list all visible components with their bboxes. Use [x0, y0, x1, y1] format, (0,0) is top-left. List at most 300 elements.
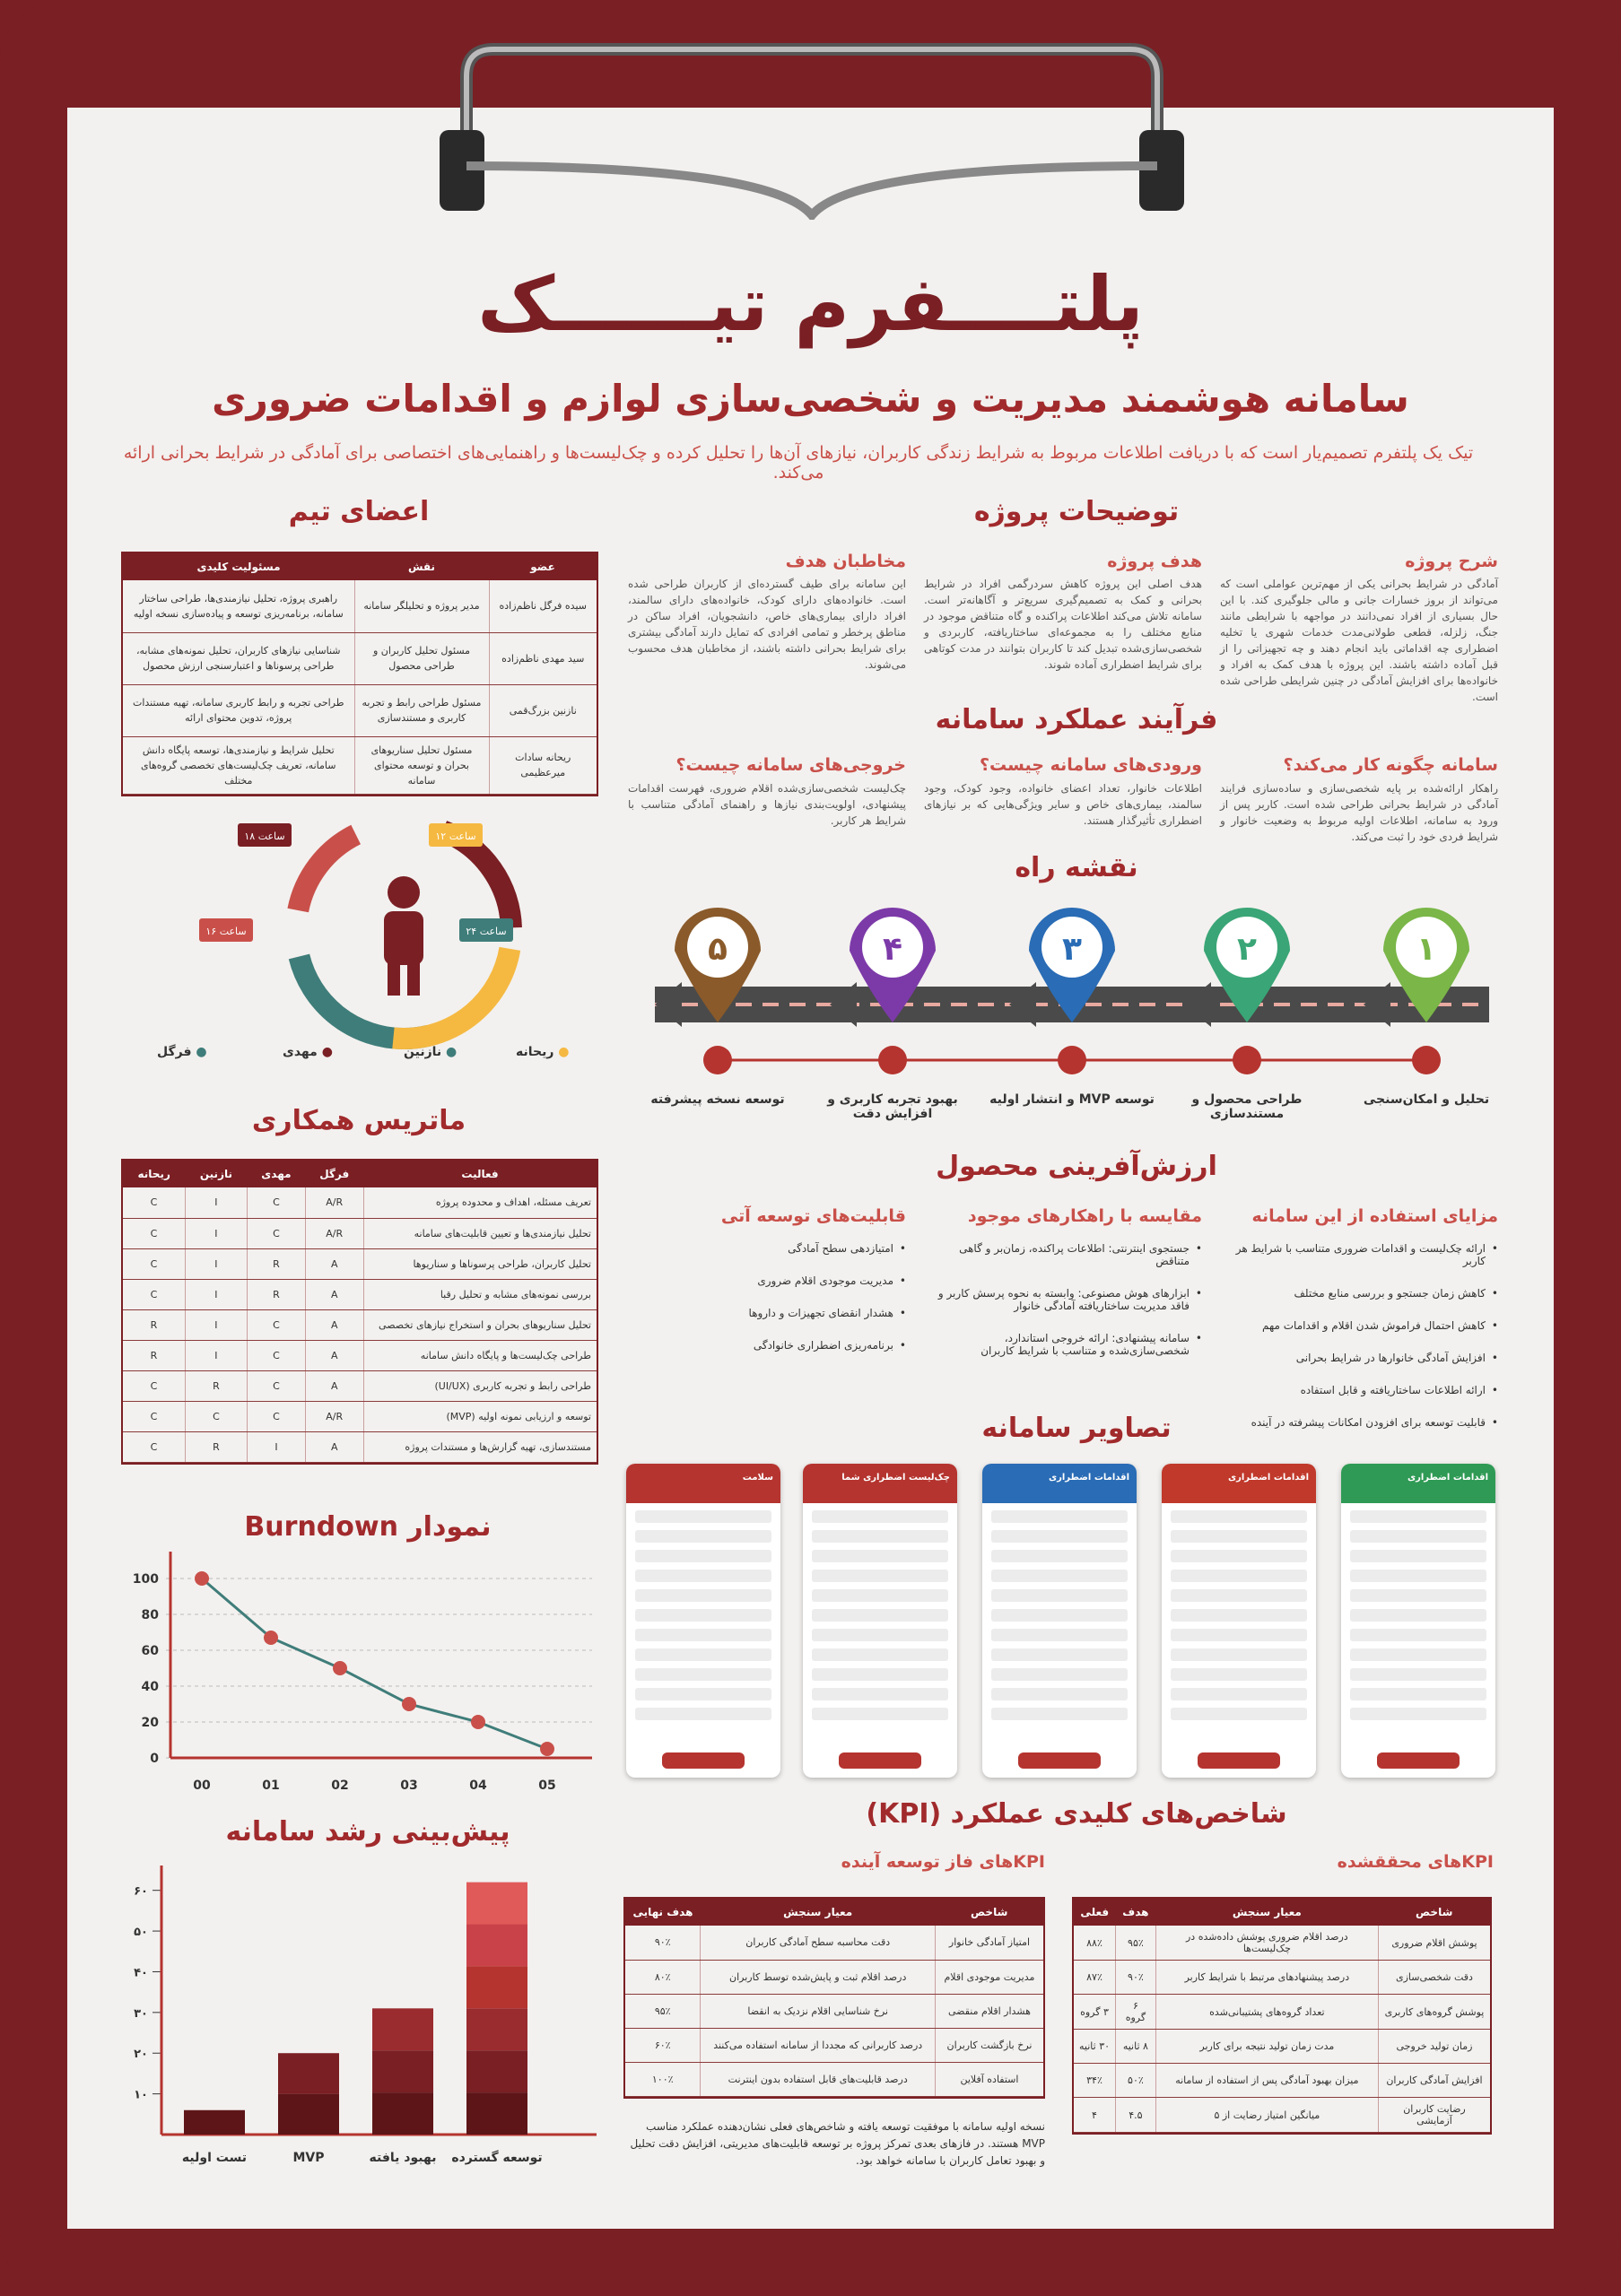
growth-category-label: MVP [292, 2151, 325, 2165]
kpi-cell: درصد اقلام ثبت و پایش‌شده توسط کاربران [701, 1960, 936, 1994]
value-list-item: • ارائه اطلاعات ساختاریافته و قابل استفاده [1229, 1384, 1498, 1396]
app-screenshot-row [635, 1609, 771, 1622]
kpi-cell: ۸۸٪ [1074, 1926, 1116, 1961]
app-screenshot-row [1350, 1708, 1486, 1720]
app-screenshot-row [991, 1688, 1128, 1700]
team-col-member: عضو [489, 553, 597, 580]
process-input-title: ورودی‌های سامانه چیست؟ [980, 755, 1202, 775]
kpi-row [1074, 2064, 1490, 2098]
value-list-item: • سامانه پیشنهادی: ارائه خروجی استاندارد، شخصی‌سازی‌شده و متناسب با شرایط کاربران [924, 1332, 1202, 1357]
burndown-title: نمودار Burndown [244, 1511, 492, 1543]
raci-matrix-table [121, 1159, 598, 1465]
growth-bar [372, 2050, 433, 2092]
matrix-cell: A [305, 1340, 363, 1370]
app-screenshot-row [1171, 1589, 1307, 1602]
roadmap-timeline-dot [878, 1046, 907, 1074]
person-icon [384, 876, 423, 996]
growth-bar [466, 2008, 527, 2050]
matrix-cell: A [305, 1370, 363, 1401]
matrix-cell: C [247, 1370, 305, 1401]
team-cell: سید مهدی ناظم‌زاده [489, 632, 597, 684]
team-table [121, 552, 598, 796]
matrix-col-header: مهدی [247, 1161, 305, 1187]
growth-ytick: ۶۰ [134, 1884, 148, 1899]
app-screenshot-row [635, 1668, 771, 1681]
growth-bar [372, 2092, 433, 2135]
kpi-cell: میزان بهبود آمادگی پس از استفاده از سامانه [1155, 2064, 1378, 2098]
team-cell: ریحانه سادات میرعظیمی [489, 736, 597, 794]
kpi-cell: دقت شخصی‌سازی [1378, 1961, 1490, 1995]
value-list-item: • امتیازدهی سطح آمادگی [628, 1242, 906, 1255]
app-screenshot-row [635, 1530, 771, 1543]
growth-bar [466, 1925, 527, 1967]
app-screenshot [1341, 1464, 1495, 1778]
team-cell: سیده فرگل ناظم‌زاده [489, 580, 597, 632]
app-screenshot-header: چک‌لیست اضطراری شما [803, 1464, 957, 1503]
kpi-cell: درصد قابلیت‌های قابل استفاده بدون اینترنت [701, 2062, 936, 2096]
team-cell: طراحی تجربه و رابط کاربری سامانه، تهیه مستندات پروژه، تدوین محتوای ارائه [123, 684, 354, 736]
process-output-text: چک‌لیست شخصی‌سازی‌شده اقلام ضروری، فهرست اقدامات پیشنهادی، اولویت‌بندی نیازها و راهنمای آمادگی متناسب با شرایط هر کاربر. [628, 782, 906, 827]
team-row [123, 632, 597, 684]
matrix-row [123, 1431, 597, 1462]
matrix-cell: A/R [305, 1218, 363, 1248]
intro-text: تیک یک پلتفرم تصمیم‌یار است که با دریافت اطلاعات مربوط به شرایط زندگی کاربران، نیازهای آن‌ها را تحلیل کرده و چک‌لیست‌ها و راهنمایی‌های اختصاصی برای آمادگی در شرایط بحرانی ارائه می‌کند. [123, 443, 1474, 483]
growth-bar [466, 1966, 527, 2008]
roadmap-timeline-dot [1412, 1046, 1441, 1074]
matrix-cell: C [247, 1309, 305, 1340]
matrix-cell: I [185, 1309, 247, 1340]
app-screenshot-row [635, 1510, 771, 1523]
project-goal-title: هدف پروژه [1107, 552, 1202, 571]
kpi-col-header: هدف نهایی [625, 1899, 701, 1926]
kpi-cell: ۸۰٪ [625, 1960, 701, 1994]
process-output-title: خروجی‌های سامانه چیست؟ [675, 755, 906, 775]
kpi-cell: ۱۰۰٪ [625, 2062, 701, 2096]
app-screenshot-row [812, 1550, 948, 1562]
roadmap-graphic [628, 897, 1507, 1112]
kpi-future-title: KPIهای فاز توسعه آینده [841, 1852, 1045, 1872]
team-cell: مسئول طراحی رابط و تجربه کاربری و مستندسازی [354, 684, 489, 736]
app-screenshot [626, 1464, 780, 1778]
team-cell: مدیر پروژه و تحلیلگر سامانه [354, 580, 489, 632]
app-screenshot-button [1018, 1752, 1101, 1769]
app-screenshot-row [1350, 1688, 1486, 1700]
kpi-row [1074, 1961, 1490, 1995]
app-screenshot-row [812, 1570, 948, 1582]
matrix-cell: R [123, 1309, 185, 1340]
value-list-item: • جستجوی اینترنتی: اطلاعات پراکنده، زمان‌بر و گاهی متناقض [924, 1242, 1202, 1267]
growth-bar [278, 2094, 339, 2135]
app-screenshot-row [812, 1510, 948, 1523]
matrix-row [123, 1340, 597, 1370]
kpi-cell: ۹۰٪ [625, 1926, 701, 1960]
app-screenshot-row [635, 1570, 771, 1582]
growth-chart [121, 1857, 606, 2188]
matrix-cell: C [123, 1218, 185, 1248]
roadmap-timeline-dot [1233, 1046, 1261, 1074]
app-screenshot-row [1350, 1570, 1486, 1582]
project-goal-text: هدف اصلی این پروژه کاهش سردرگمی افراد در شرایط بحرانی و کمک به تصمیم‌گیری سریع‌تر و آگاهانه‌تر است. سامانه تلاش می‌کند اطلاعات پراکنده و گاه متناقض موجود در منابع مختلف را به مجموعه‌ای ساختاریافته، کاربردی و شخصی‌سازی‌شده تبدیل کند تا کاربران بتوانند در مدت کوتاهی برای شرایط اضطراری آماده شوند. [924, 578, 1202, 671]
app-screenshot-row [812, 1708, 948, 1720]
burndown-point [333, 1661, 347, 1675]
burndown-ytick: 0 [150, 1752, 159, 1766]
matrix-row [123, 1279, 597, 1309]
matrix-cell: C [123, 1248, 185, 1279]
kpi-row [1074, 1926, 1490, 1961]
page-title: پلتــــفرم تیــــــک [477, 260, 1144, 348]
team-cell: شناسایی نیازهای کاربران، تحلیل نمونه‌های مشابه، طراحی پرسونا‌ها و اعتبارسنجی ارزش محصول [123, 632, 354, 684]
burndown-line [202, 1578, 547, 1749]
kpi-col-header: معیار سنجش [1155, 1899, 1378, 1926]
value-list-item: • هشدار انقضای تجهیزات و داروها [628, 1307, 906, 1319]
growth-ytick: ۱۰ [134, 2088, 148, 2102]
process-title: فرآیند عملکرد سامانه [935, 704, 1218, 735]
roadmap-step-number: ۲ [1237, 931, 1257, 968]
kpi-cell: نرخ بازگشت کاربران [935, 2028, 1043, 2062]
value-list-item: • برنامه‌ریزی اضطراری خانوادگی [628, 1339, 906, 1352]
burndown-ytick: 40 [141, 1680, 159, 1694]
kpi-cell: ۵۰٪ [1116, 2064, 1156, 2098]
app-screenshot-row [1171, 1609, 1307, 1622]
app-screenshot-row [635, 1648, 771, 1661]
app-screenshot-button [1198, 1752, 1280, 1769]
matrix-cell: C [185, 1401, 247, 1431]
kpi-cell: درصد اقلام ضروری پوشش داده‌شده در چک‌لیست‌ها [1155, 1926, 1378, 1961]
svg-text:۱۸ ساعت: ۱۸ ساعت [244, 831, 285, 842]
team-cell: مسئول تحلیل کاربران و طراحی محصول [354, 632, 489, 684]
burndown-point [195, 1571, 209, 1586]
kpi-cell: امتیاز آمادگی خانوار [935, 1926, 1043, 1960]
burndown-point [264, 1631, 278, 1645]
value-compare-list [924, 1242, 1202, 1377]
app-screenshot-row [635, 1589, 771, 1602]
kpi-row [1074, 2098, 1490, 2133]
kpi-row [625, 2028, 1043, 2062]
growth-bar [466, 2050, 527, 2092]
team-col-role: نقش [354, 553, 489, 580]
kpi-achieved-table [1072, 1897, 1492, 2135]
legend-fargol: ● فرگل [157, 1045, 207, 1059]
kpi-achieved-title: KPIهای محققشده [1337, 1852, 1494, 1872]
app-screenshot-row [1171, 1629, 1307, 1641]
kpi-cell: ۴ [1074, 2098, 1116, 2133]
matrix-cell: I [185, 1340, 247, 1370]
matrix-cell: A/R [305, 1187, 363, 1218]
svg-text:۲۴ ساعت: ۲۴ ساعت [466, 926, 507, 937]
burndown-point [402, 1697, 416, 1711]
matrix-cell: C [247, 1218, 305, 1248]
svg-text:۱۶ ساعت: ۱۶ ساعت [205, 926, 247, 937]
matrix-row [123, 1370, 597, 1401]
app-screenshot-row [812, 1688, 948, 1700]
matrix-col-header: فرگل [305, 1161, 363, 1187]
app-screenshot-row [635, 1688, 771, 1700]
app-screenshot-row [1350, 1550, 1486, 1562]
roadmap-step-number: ۵ [708, 931, 728, 968]
value-list-item: • کاهش زمان جستجو و بررسی منابع مختلف [1229, 1287, 1498, 1300]
kpi-cell: دقت محاسبه سطح آمادگی کاربران [701, 1926, 936, 1960]
matrix-cell: C [247, 1340, 305, 1370]
matrix-title: ماتریس همکاری [251, 1105, 466, 1136]
project-desc-title: شرح پروژه [1405, 552, 1498, 571]
matrix-col-header: ریحانه [123, 1161, 185, 1187]
kpi-row [625, 1994, 1043, 2028]
matrix-cell: I [185, 1187, 247, 1218]
matrix-cell: C [247, 1401, 305, 1431]
burndown-xtick: 03 [400, 1779, 418, 1793]
growth-bar [372, 2008, 433, 2050]
clipboard-clip-icon [431, 40, 1193, 220]
burndown-ytick: 80 [141, 1608, 159, 1622]
app-screenshot-row [1350, 1589, 1486, 1602]
roadmap-step-label: طراحی محصول و مستندسازی [1191, 1092, 1303, 1121]
matrix-cell: R [185, 1431, 247, 1462]
growth-ytick: ۲۰ [134, 2048, 148, 2062]
kpi-col-header: معیار سنجش [701, 1899, 936, 1926]
burndown-ytick: 60 [141, 1644, 159, 1658]
kpi-col-header: فعلی [1074, 1899, 1116, 1926]
app-screenshot-row [1350, 1648, 1486, 1661]
project-title: توضیحات پروژه [973, 496, 1180, 527]
growth-bar [466, 1883, 527, 1925]
app-screenshot-row [991, 1530, 1128, 1543]
kpi-title: شاخص‌های کلیدی عملکرد (KPI) [866, 1798, 1287, 1830]
app-screenshot-row [1171, 1510, 1307, 1523]
matrix-cell: C [123, 1401, 185, 1431]
app-screenshot-row [1171, 1550, 1307, 1562]
kpi-cell: هشدار اقلام منقضی [935, 1994, 1043, 2028]
kpi-cell: درصد پیشنهادهای مرتبط با شرایط کاربر [1155, 1961, 1378, 1995]
kpi-cell: میانگین امتیاز رضایت از ۵ [1155, 2098, 1378, 2133]
app-screenshot [1162, 1464, 1316, 1778]
process-input-text: اطلاعات خانوار، تعداد اعضای خانواده، وجود کودک، وجود سالمند، بیماری‌های خاص و سایر ویژگی‌هایی که بر نیازهای اضطراری تأثیرگذار هستند. [924, 782, 1202, 827]
team-cell: مسئول تحلیل سناریوهای بحران و توسعه محتوای سامانه [354, 736, 489, 794]
growth-category-label: تست اولیه [181, 2151, 248, 2165]
team-cell: نازنین بزرگ‌قمی [489, 684, 597, 736]
app-screenshot-row [991, 1668, 1128, 1681]
matrix-cell: تحلیل سناریوهای بحران و استخراج نیازهای تخصصی [363, 1309, 597, 1340]
app-screenshot-row [1171, 1708, 1307, 1720]
kpi-col-header: شاخص [1378, 1899, 1490, 1926]
kpi-col-header: شاخص [935, 1899, 1043, 1926]
team-cell: راهبری پروژه، تحلیل نیازمندی‌ها، طراحی ساختار سامانه، برنامه‌ریزی توسعه و پیاده‌سازی نسخه اولیه [123, 580, 354, 632]
donut-label-12 [429, 823, 483, 847]
app-screenshot-row [991, 1629, 1128, 1641]
roadmap-step-label: بهبود تجربه کاربری و افزایش دقت [827, 1092, 958, 1121]
kpi-cell: ۳۰ ثانیه [1074, 2030, 1116, 2064]
app-screenshot-row [635, 1629, 771, 1641]
matrix-cell: C [247, 1187, 305, 1218]
value-list-item: • افزایش آمادگی خانوارها در شرایط بحرانی [1229, 1352, 1498, 1364]
team-title: اعضای تیم [288, 496, 430, 527]
kpi-cell: تعداد گروه‌های پشتیبانی‌شده [1155, 1995, 1378, 2030]
kpi-cell: افزایش آمادگی کاربران [1378, 2064, 1490, 2098]
kpi-row [625, 1960, 1043, 1994]
app-screenshot-row [991, 1589, 1128, 1602]
matrix-cell: I [185, 1279, 247, 1309]
matrix-row [123, 1248, 597, 1279]
kpi-col-header: هدف [1116, 1899, 1156, 1926]
app-screenshot-row [1350, 1629, 1486, 1641]
matrix-cell: طراحی رابط و تجربه کاربری (UI/UX) [363, 1370, 597, 1401]
matrix-cell: A [305, 1248, 363, 1279]
matrix-cell: بررسی نمونه‌های مشابه و تحلیل رقبا [363, 1279, 597, 1309]
growth-ytick: ۴۰ [134, 1966, 148, 1980]
matrix-cell: R [185, 1370, 247, 1401]
burndown-chart [126, 1543, 610, 1803]
matrix-col-header: فعالیت [363, 1161, 597, 1187]
app-screenshot-row [1350, 1510, 1486, 1523]
kpi-future-table [623, 1897, 1045, 2099]
kpi-cell: نرخ شناسایی اقلام نزدیک به انقضا [701, 1994, 936, 2028]
burndown-xtick: 02 [331, 1779, 349, 1793]
app-screenshot-header: اقدامات اضطراری [1341, 1464, 1495, 1503]
kpi-cell: مدت زمان تولید نتیجه برای کاربر [1155, 2030, 1378, 2064]
kpi-cell: ۴.۵ [1116, 2098, 1156, 2133]
burndown-point [471, 1715, 485, 1729]
donut-label-16 [199, 918, 253, 942]
growth-ytick: ۳۰ [134, 2006, 148, 2021]
legend-mahdi: ● مهدی [283, 1045, 333, 1059]
matrix-cell: R [247, 1248, 305, 1279]
matrix-cell: A [305, 1279, 363, 1309]
value-benefits-title: مزایای استفاده از این سامانه [1251, 1206, 1498, 1226]
kpi-cell: درصد کاربرانی که مجددا از سامانه استفاده می‌کنند [701, 2028, 936, 2062]
app-screenshot-row [1171, 1648, 1307, 1661]
matrix-row [123, 1187, 597, 1218]
page-subtitle: سامانه هوشمند مدیریت و شخصی‌سازی لوازم و اقدامات ضروری [212, 377, 1409, 421]
kpi-cell: زمان تولید خروجی [1378, 2030, 1490, 2064]
burndown-point [540, 1742, 554, 1756]
burndown-xtick: 01 [262, 1779, 280, 1793]
kpi-cell: ۹۰٪ [1116, 1961, 1156, 1995]
matrix-cell: R [123, 1340, 185, 1370]
burndown-ytick: 100 [132, 1572, 159, 1587]
value-title: ارزش‌آفرینی محصول [936, 1151, 1217, 1182]
app-screenshot-row [635, 1708, 771, 1720]
growth-category-label: بهبود یافته [369, 2151, 437, 2165]
app-screenshot-row [1171, 1688, 1307, 1700]
matrix-cell: C [123, 1370, 185, 1401]
app-screenshot-header: اقدامات اضطراری [1162, 1464, 1316, 1503]
app-screenshot-header: سلامت [626, 1464, 780, 1503]
matrix-row [123, 1401, 597, 1431]
growth-title: پیش‌بینی رشد سامانه [225, 1816, 510, 1848]
team-hours-donut [179, 807, 592, 1076]
value-benefits-list [1229, 1242, 1498, 1448]
roadmap-timeline-dot [703, 1046, 732, 1074]
roadmap-step-label: توسعه MVP و انتشار اولیه [989, 1092, 1155, 1107]
team-row [123, 684, 597, 736]
project-audience-title: مخاطبان هدف [785, 552, 906, 571]
matrix-cell: I [247, 1431, 305, 1462]
kpi-cell: ۸ ثانیه [1116, 2030, 1156, 2064]
kpi-cell: ۶ گروه [1116, 1995, 1156, 2030]
matrix-cell: C [123, 1431, 185, 1462]
app-screenshot-row [812, 1589, 948, 1602]
app-screenshot-row [991, 1708, 1128, 1720]
burndown-xtick: 05 [538, 1779, 556, 1793]
roadmap-step-number: ۳ [1062, 931, 1082, 968]
roadmap-step-label: توسعه نسخه پیشرفته [650, 1092, 785, 1107]
kpi-cell: ۹۵٪ [625, 1994, 701, 2028]
screens-title: تصاویر سامانه [981, 1413, 1172, 1444]
matrix-cell: طراحی چک‌لیست‌ها و پایگاه دانش سامانه [363, 1340, 597, 1370]
value-future-title: قابلیت‌های توسعه آتی [720, 1206, 906, 1226]
matrix-cell: C [123, 1187, 185, 1218]
matrix-cell: تعریف مسئله، اهداف و محدوده پروژه [363, 1187, 597, 1218]
roadmap-step-number: ۴ [883, 931, 902, 968]
team-row [123, 580, 597, 632]
growth-ytick: ۵۰ [134, 1926, 148, 1940]
app-screenshot-row [812, 1648, 948, 1661]
matrix-cell: C [123, 1279, 185, 1309]
kpi-cell: رضایت کاربران آزمایشی [1378, 2098, 1490, 2133]
matrix-cell: A [305, 1431, 363, 1462]
app-screenshot-row [812, 1530, 948, 1543]
app-screenshot-button [839, 1752, 921, 1769]
matrix-cell: R [247, 1279, 305, 1309]
team-row [123, 736, 597, 794]
app-screenshot-button [662, 1752, 745, 1769]
kpi-cell: استفاده آفلاین [935, 2062, 1043, 2096]
matrix-row [123, 1218, 597, 1248]
app-screenshot-row [1171, 1668, 1307, 1681]
value-list-item: • کاهش احتمال فراموش شدن اقلام و اقدامات مهم [1229, 1319, 1498, 1332]
roadmap-step-label: تحلیل و امکان‌سنجی [1363, 1092, 1490, 1107]
app-screenshot-row [991, 1609, 1128, 1622]
donut-label-18 [238, 823, 292, 847]
kpi-row [1074, 2030, 1490, 2064]
value-list-item: • ابزارهای هوش مصنوعی: وابسته به نحوه پرسش کاربر و فاقد مدیریت ساختاریافته آمادگی خانوار [924, 1287, 1202, 1312]
app-screenshot-row [991, 1648, 1128, 1661]
burndown-ytick: 20 [141, 1716, 159, 1730]
matrix-cell: تحلیل کاربران، طراحی پرسوناها و سناریوها [363, 1248, 597, 1279]
app-screenshot [803, 1464, 957, 1778]
app-screenshot-row [991, 1510, 1128, 1523]
value-list-item: • قابلیت توسعه برای افزودن امکانات پیشرفته در آینده [1229, 1416, 1498, 1429]
app-screenshot-row [1350, 1609, 1486, 1622]
team-cell: تحلیل شرایط و نیازمندی‌ها، توسعه پایگاه دانش سامانه، تعریف چک‌لیست‌های تخصصی گروه‌های مختلف [123, 736, 354, 794]
project-audience-text: این سامانه برای طیف گسترده‌ای از کاربران طراحی شده است. خانواده‌های دارای کودک، خانواده‌های دارای سالمند، افراد دارای بیماری‌های خاص، دانشجویان، افراد ساکن در مناطق پرخطر و تمامی افرادی که تمایل دارند آمادگی بیشتری برای شرایط بحرانی داشته باشند، از مخاطبان هدف محسوب می‌شوند. [628, 578, 906, 671]
kpi-cell: ۳۴٪ [1074, 2064, 1116, 2098]
matrix-cell: مستندسازی، تهیه گزارش‌ها و مستندات پروژه [363, 1431, 597, 1462]
donut-label-24 [459, 918, 513, 942]
matrix-row [123, 1309, 597, 1340]
roadmap-step-number: ۱ [1416, 931, 1436, 968]
app-screenshot-header: اقدامات اضطراری [982, 1464, 1137, 1503]
growth-category-label: توسعه گسترده [451, 2151, 543, 2165]
app-screenshot-button [1377, 1752, 1460, 1769]
matrix-cell: تحلیل نیازمندی‌ها و تعیین قابلیت‌های سامانه [363, 1218, 597, 1248]
value-future-list [628, 1242, 906, 1371]
svg-text:۱۲ ساعت: ۱۲ ساعت [435, 831, 476, 842]
kpi-cell: مدیریت موجودی اقلام [935, 1960, 1043, 1994]
matrix-cell: A [305, 1309, 363, 1340]
app-screenshot-row [991, 1550, 1128, 1562]
kpi-cell: ۹۵٪ [1116, 1926, 1156, 1961]
kpi-cell: پوشش گروه‌های کاربری [1378, 1995, 1490, 2030]
kpi-row [625, 1926, 1043, 1960]
app-screenshot-row [812, 1629, 948, 1641]
app-screenshot-row [1350, 1668, 1486, 1681]
app-screenshot-row [1171, 1530, 1307, 1543]
roadmap-title: نقشه راه [1015, 852, 1138, 883]
legend-nazanin: ● نازنین [404, 1045, 458, 1059]
matrix-cell: I [185, 1248, 247, 1279]
value-compare-title: مقایسه با راهکارهای موجود [967, 1206, 1202, 1226]
kpi-cell: ۶۰٪ [625, 2028, 701, 2062]
